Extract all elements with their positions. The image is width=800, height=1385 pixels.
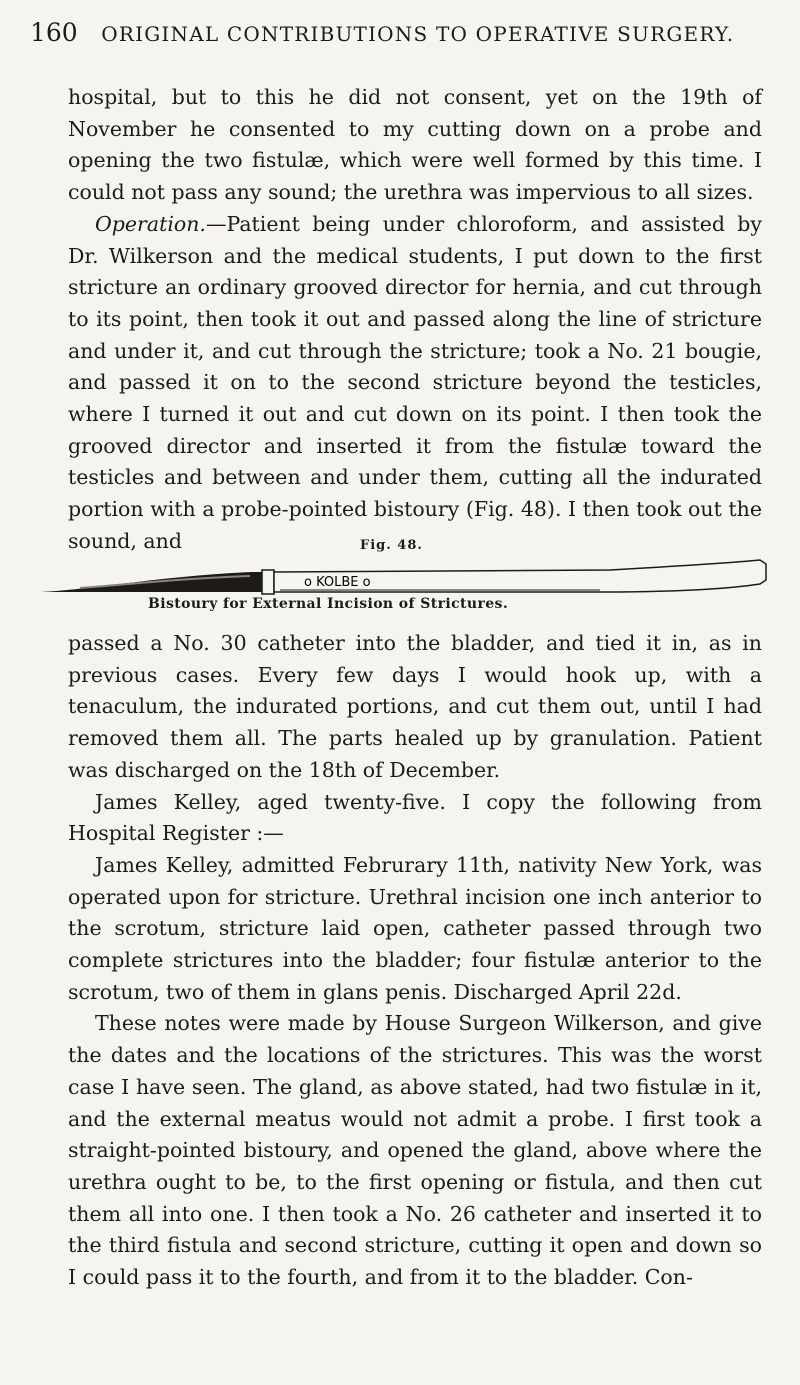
running-title: ORIGINAL CONTRIBUTIONS TO OPERATIVE SURGERY. — [101, 22, 735, 46]
maker-stamp: o KOLBE o — [304, 575, 371, 590]
paragraph-text: hospital, but to this he did not consent, yet on the 19th of November he consented to my cutting down on a probe and opening the two fistulæ, which were well formed by this time. I could not pass any sound; the urethra was impervious to all sizes. — [68, 85, 762, 205]
bistoury-illustration — [0, 554, 800, 600]
paragraph-text: James Kelley, aged twenty-five. I copy the following from Hospital Register :— — [68, 789, 762, 846]
page-number: 160 — [30, 18, 78, 47]
paragraph — [68, 82, 762, 209]
paragraph-text: —Patient being under chloroform, and assisted by Dr. Wilkerson and the medical students, I put down to the first stricture an ordinary grooved director for hernia, and cut through to its point, then took it out and passed along the line of stricture and under it, and cut through the stricture; took a No. 21 bougie, and passed it on to the second stricture beyond the testicles, where I turned it out and cut down on its point. I then took the grooved director and inserted it from the fistulæ toward the testicles and between and under them, cutting all the indurated portion with a probe-pointed bistoury (Fig. 48). I then took out the sound, and — [68, 211, 762, 553]
paragraph — [68, 850, 762, 1009]
paragraph-lead: Operation. — [95, 211, 206, 236]
figure-label: Fig. 48. — [360, 538, 423, 553]
paragraph-text: passed a No. 30 catheter into the bladder, and tied it in, as in previous cases. Every few days I would hook up, with a tenaculum, the indurated portions, and cut them out, until I had removed them all. The parts healed up by granulation. Patient was discharged on the 18th of December. — [68, 631, 762, 782]
text-block-bottom — [68, 628, 762, 1294]
paragraph-text: These notes were made by House Surgeon Wilkerson, and give the dates and the locations of the strictures. This was the worst case I have seen. The gland, as above stated, had two fistulæ in it, and the external meatus would not admit a probe. I first took a straight-pointed bistoury, and opened the gland, above where the urethra ought to be, to the first opening or fistula, and then cut them all into one. I then took a No. 26 catheter and inserted it to the third fistula and second stricture, cutting it open and down so I could pass it to the fourth, and from it to the bladder. Con- — [68, 1011, 762, 1290]
paragraph-text: James Kelley, admitted Februrary 11th, nativity New York, was operated upon for stricture. Urethral incision one inch anterior to the scrotum, stricture laid open, catheter passed through two complete strictures into the bladder; four fistulæ anterior to the scrotum, two of them in glans penis. Discharged April 22d. — [68, 852, 762, 1004]
paragraph — [68, 787, 762, 850]
ferrule — [262, 570, 274, 594]
paragraph — [68, 209, 762, 558]
paragraph — [68, 628, 762, 787]
paragraph — [68, 1008, 762, 1293]
running-header — [30, 18, 735, 47]
figure-caption: Bistoury for External Incision of Strictures. — [148, 596, 509, 612]
figure-48 — [0, 538, 800, 612]
text-block-top — [68, 82, 762, 558]
